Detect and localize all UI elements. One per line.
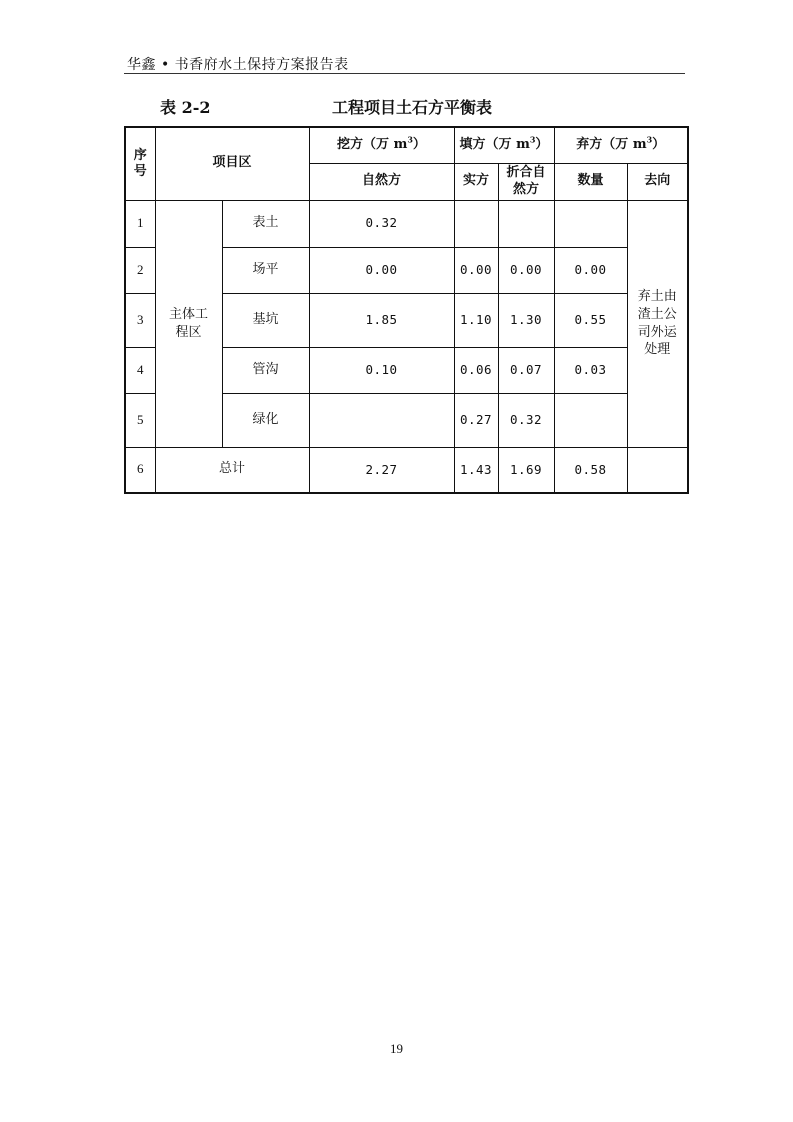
item-cell: 表土 bbox=[222, 200, 309, 247]
waste-quantity-header: 数量 bbox=[554, 163, 627, 200]
waste-destination-header: 去向 bbox=[627, 163, 688, 200]
waste-quantity-cell bbox=[554, 200, 627, 247]
seq-cell: 2 bbox=[125, 247, 155, 293]
table-row bbox=[125, 200, 688, 247]
fill-actual-cell: 1.10 bbox=[454, 293, 498, 347]
cut-cell: 0.32 bbox=[309, 200, 454, 247]
fill-actual-cell: 0.27 bbox=[454, 393, 498, 447]
fill-natural-header bbox=[498, 163, 554, 200]
total-waste-destination-cell bbox=[627, 447, 688, 493]
waste-quantity-cell: 0.00 bbox=[554, 247, 627, 293]
group-cell bbox=[155, 200, 222, 447]
page-number: 19 bbox=[390, 1041, 403, 1056]
total-row bbox=[125, 447, 688, 493]
fill-natural-header-label: 折合自然方 bbox=[506, 165, 546, 197]
item-cell: 绿化 bbox=[222, 393, 309, 447]
fill-header: 填方（万 $m^3$） bbox=[454, 127, 554, 163]
fill-actual-cell bbox=[454, 200, 498, 247]
fill-natural-cell: 1.30 bbox=[498, 293, 554, 347]
cut-cell: 0.10 bbox=[309, 347, 454, 393]
cut-cell: 1.85 bbox=[309, 293, 454, 347]
group-label: 主体工程区 bbox=[168, 306, 208, 340]
waste-destination-label: 弃土由渣土公司外运处理 bbox=[637, 289, 677, 358]
total-fill-natural-cell: 1.69 bbox=[498, 447, 554, 493]
table-title: 工程项目土石方平衡表 bbox=[332, 98, 493, 117]
waste-quantity-cell: 0.03 bbox=[554, 347, 627, 393]
seq-header bbox=[125, 127, 155, 200]
total-cut-cell: 2.27 bbox=[309, 447, 454, 493]
fill-actual-cell: 0.06 bbox=[454, 347, 498, 393]
total-label: 总计 bbox=[155, 447, 309, 493]
area-header: 项目区 bbox=[155, 127, 309, 200]
earthwork-balance-table bbox=[124, 126, 689, 494]
total-fill-actual-cell: 1.43 bbox=[454, 447, 498, 493]
item-cell: 基坑 bbox=[222, 293, 309, 347]
cut-header: 挖方（万 $m^3$） bbox=[309, 127, 454, 163]
fill-natural-cell bbox=[498, 200, 554, 247]
fill-actual-cell: 0.00 bbox=[454, 247, 498, 293]
running-header: 华鑫 • 书香府水土保持方案报告表 bbox=[127, 57, 349, 73]
seq-cell: 3 bbox=[125, 293, 155, 347]
seq-cell: 6 bbox=[125, 447, 155, 493]
seq-cell: 5 bbox=[125, 393, 155, 447]
waste-quantity-cell bbox=[554, 393, 627, 447]
seq-cell: 4 bbox=[125, 347, 155, 393]
item-cell: 管沟 bbox=[222, 347, 309, 393]
waste-header: 弃方（万 $m^3$） bbox=[554, 127, 688, 163]
waste-quantity-cell: 0.55 bbox=[554, 293, 627, 347]
table-number: 表 2-2 bbox=[160, 98, 211, 117]
waste-destination-cell bbox=[627, 200, 688, 447]
total-waste-quantity-cell: 0.58 bbox=[554, 447, 627, 493]
seq-header-label: 序号 bbox=[133, 147, 147, 179]
fill-natural-cell: 0.00 bbox=[498, 247, 554, 293]
item-cell: 场平 bbox=[222, 247, 309, 293]
header-divider bbox=[124, 73, 685, 74]
fill-natural-cell: 0.32 bbox=[498, 393, 554, 447]
seq-cell: 1 bbox=[125, 200, 155, 247]
fill-natural-cell: 0.07 bbox=[498, 347, 554, 393]
cut-natural-header: 自然方 bbox=[309, 163, 454, 200]
cut-cell: 0.00 bbox=[309, 247, 454, 293]
header-row-1 bbox=[125, 127, 688, 163]
cut-cell bbox=[309, 393, 454, 447]
fill-actual-header: 实方 bbox=[454, 163, 498, 200]
